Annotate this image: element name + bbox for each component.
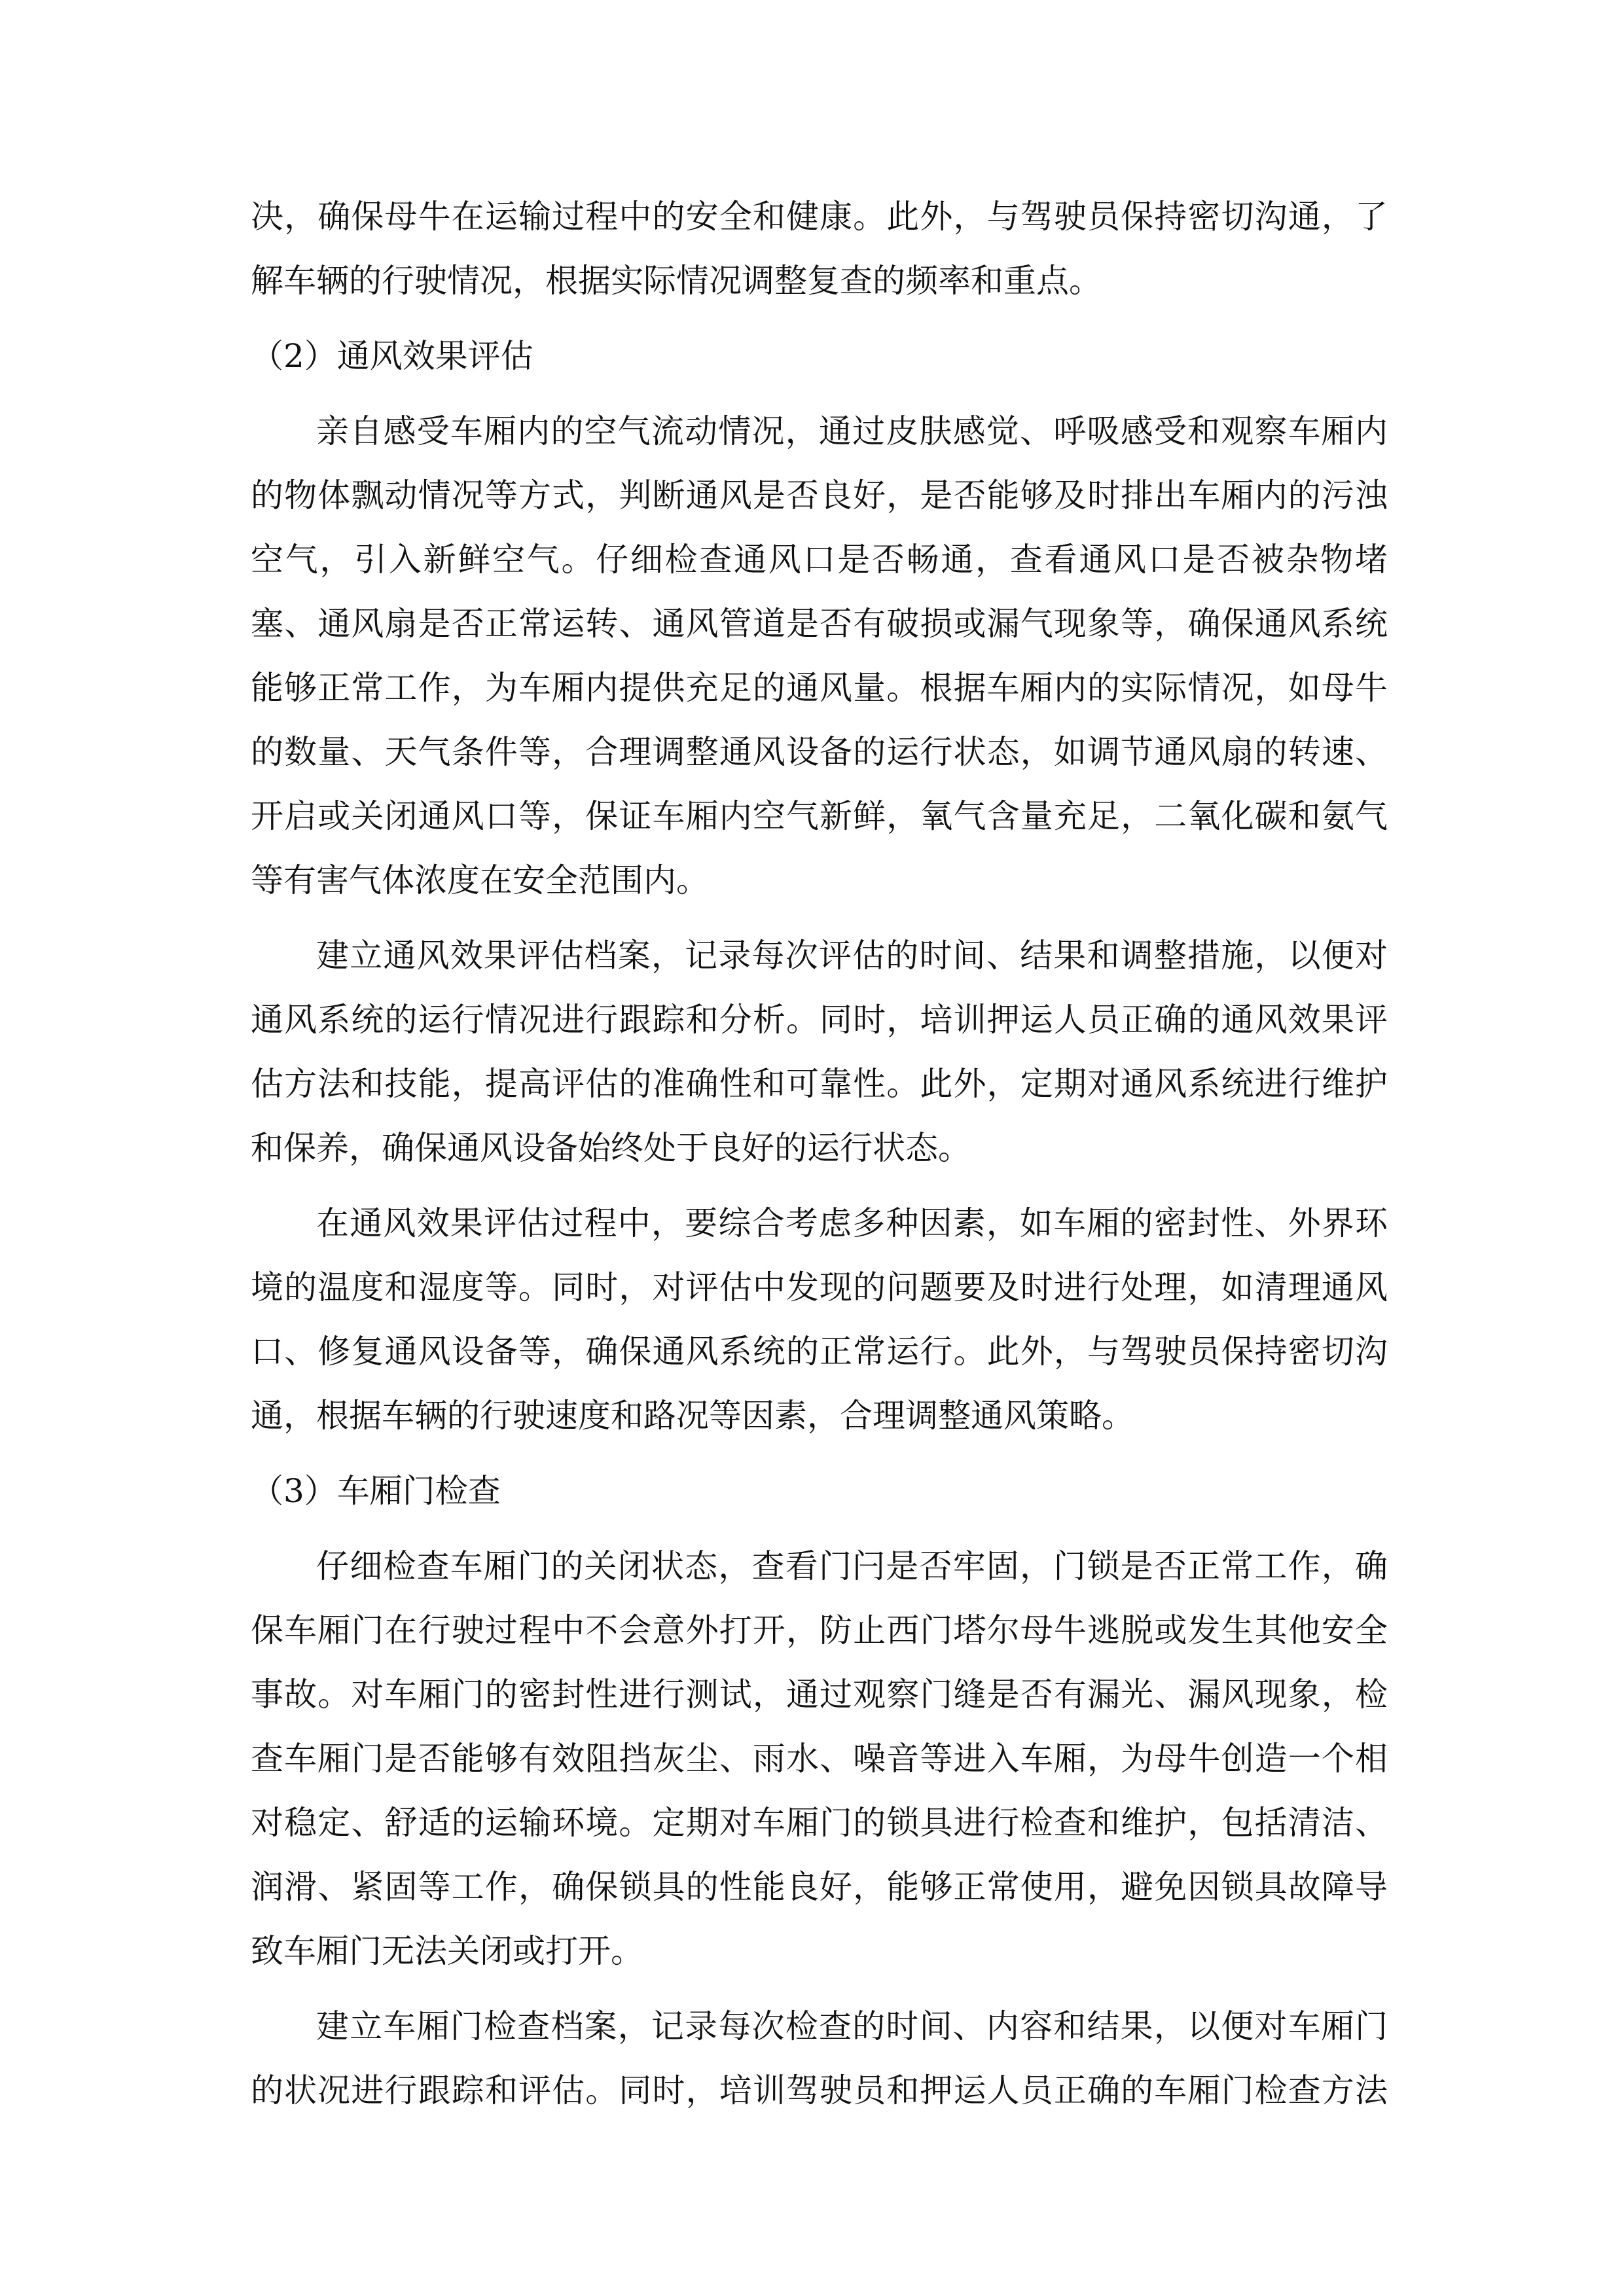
text-line: 查车厢门是否能够有效阻挡灰尘、雨水、噪音等进入车厢，为母牛创造一个相 [251,1740,1388,1778]
text-line: 和保养，确保通风设备始终处于良好的运行状态。 [251,1129,971,1167]
section-heading [251,324,1388,388]
text-line: 塞、通风扇是否正常运转、通风管道是否有破损或漏气现象等，确保通风系统 [251,605,1388,643]
text-line: 解车辆的行驶情况，根据实际情况调整复查的频率和重点。 [251,262,1102,300]
heading-text: （2）通风效果评估 [251,337,533,375]
text-line: 的物体飘动情况等方式，判断通风是否良好，是否能够及时排出车厢内的污浊 [251,476,1388,514]
text-line: 建立通风效果评估档案，记录每次评估的时间、结果和调整措施，以便对 [316,937,1388,975]
text-line: 建立车厢门检查档案，记录每次检查的时间、内容和结果，以便对车厢门 [316,2007,1388,2045]
document-page [251,185,1388,2123]
text-line: 亲自感受车厢内的空气流动情况，通过皮肤感觉、呼吸感受和观察车厢内 [316,412,1388,450]
text-line: 开启或关闭通风口等，保证车厢内空气新鲜，氧气含量充足，二氧化碳和氨气 [251,797,1388,835]
text-line: 的数量、天气条件等，合理调整通风设备的运行状态，如调节通风扇的转速、 [251,733,1388,771]
text-line: 通风系统的运行情况进行跟踪和分析。同时，培训押运人员正确的通风效果评 [251,1001,1388,1039]
text-line: 能够正常工作，为车厢内提供充足的通风量。根据车厢内的实际情况，如母牛 [251,669,1388,707]
body-paragraph [251,1994,1388,2123]
text-line: 口、修复通风设备等，确保通风系统的正常运行。此外，与驾驶员保持密切沟 [251,1333,1388,1371]
body-paragraph [251,1534,1388,1983]
text-line: 保车厢门在行驶过程中不会意外打开，防止西门塔尔母牛逃脱或发生其他安全 [251,1611,1388,1649]
text-line: 仔细检查车厢门的关闭状态，查看门闩是否牢固，门锁是否正常工作，确 [316,1547,1388,1585]
text-line: 通，根据车辆的行驶速度和路况等因素，合理调整通风策略。 [251,1397,1134,1435]
text-line: 估方法和技能，提高评估的准确性和可靠性。此外，定期对通风系统进行维护 [251,1065,1388,1103]
body-paragraph [251,924,1388,1180]
body-paragraph [251,185,1388,313]
body-paragraph [251,399,1388,912]
section-heading [251,1459,1388,1523]
heading-text: （3）车厢门检查 [251,1472,501,1510]
body-paragraph [251,1191,1388,1448]
text-line: 对稳定、舒适的运输环境。定期对车厢门的锁具进行检查和维护，包括清洁、 [251,1804,1388,1842]
text-line: 的状况进行跟踪和评估。同时，培训驾驶员和押运人员正确的车厢门检查方法 [251,2072,1388,2109]
text-line: 境的温度和湿度等。同时，对评估中发现的问题要及时进行处理，如清理通风 [251,1268,1388,1306]
text-line: 等有害气体浓度在安全范围内。 [251,861,709,899]
text-line: 决，确保母牛在运输过程中的安全和健康。此外，与驾驶员保持密切沟通，了 [251,198,1388,236]
text-line: 空气，引入新鲜空气。仔细检查通风口是否畅通，查看通风口是否被杂物堵 [251,541,1388,579]
text-line: 致车厢门无法关闭或打开。 [251,1932,643,1970]
text-line: 事故。对车厢门的密封性进行测试，通过观察门缝是否有漏光、漏风现象，检 [251,1676,1388,1713]
text-line: 润滑、紧固等工作，确保锁具的性能良好，能够正常使用，避免因锁具故障导 [251,1868,1388,1906]
text-line: 在通风效果评估过程中，要综合考虑多种因素，如车厢的密封性、外界环 [316,1204,1388,1242]
